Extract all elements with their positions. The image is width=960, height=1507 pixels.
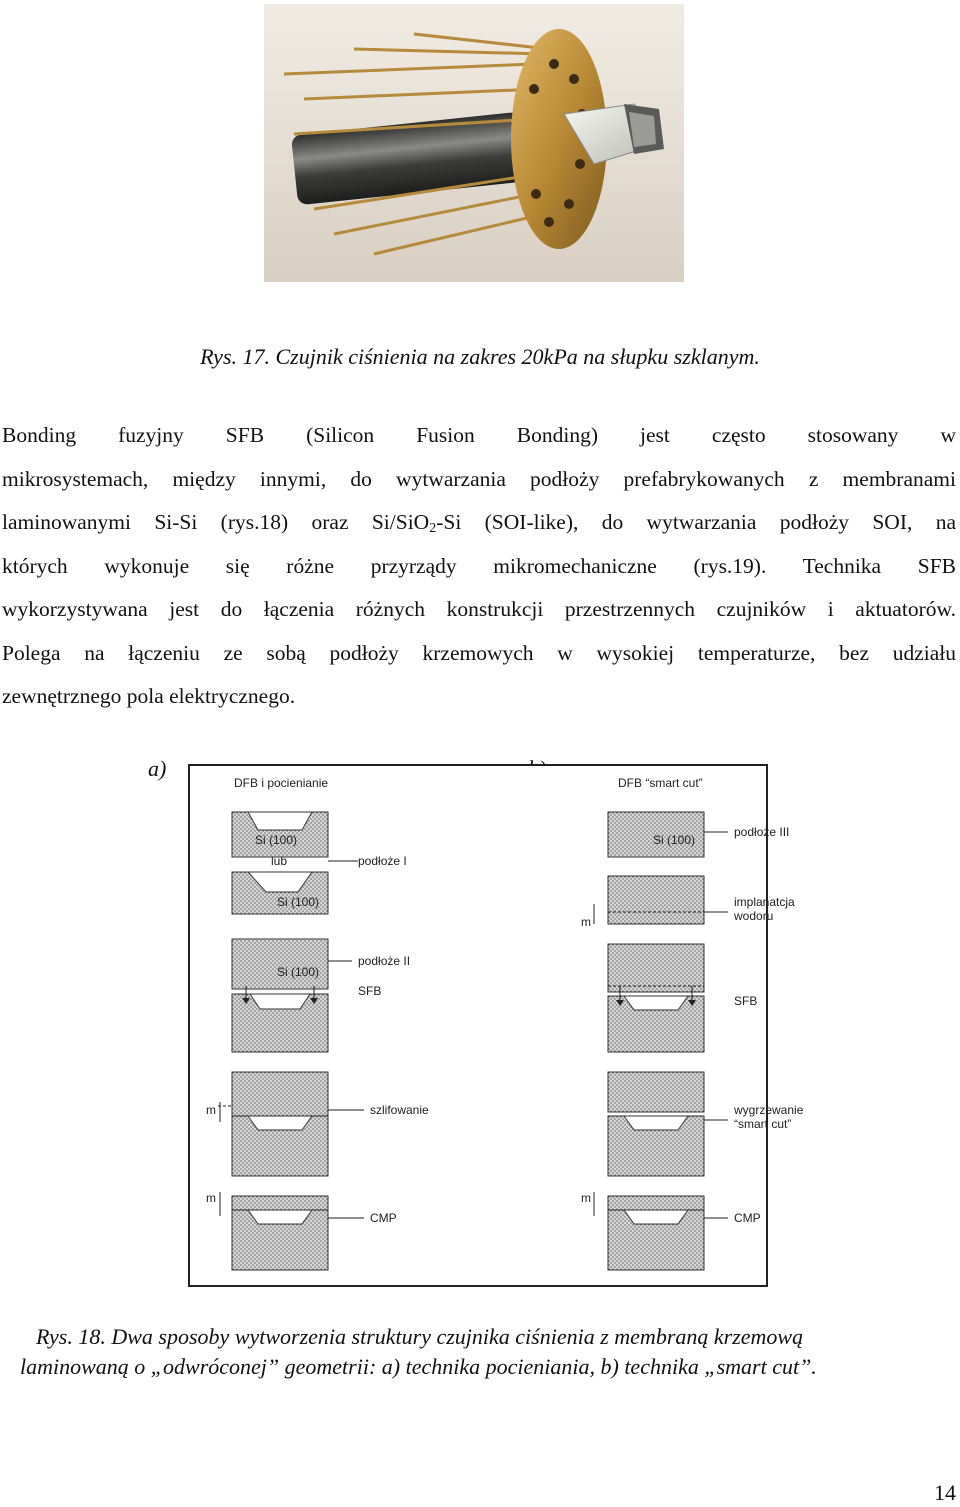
sensor-photo [264, 4, 684, 282]
figure18-caption-line-2: laminowaną o „odwróconej” geometrii: a) technika pocieniania, b) technika „smart cut”. [20, 1354, 817, 1379]
b-implantacja-2: wodoru [734, 909, 774, 923]
body-paragraph [2, 414, 956, 719]
b-implantacja-1: implanatcja [734, 895, 795, 909]
body-line-3 [2, 501, 956, 545]
panel-a-label: a) [148, 756, 167, 781]
figure18-caption-line-1: Rys. 18. Dwa sposoby wytworzenia struktury czujnika ciśnienia z membraną krzemową [36, 1324, 804, 1349]
subscript-2: 2 [429, 521, 437, 536]
body-line-6: Polega na łączeniu ze sobą podłoży krzemowych w wysokiej temperaturze, bez udziału [2, 640, 956, 665]
b-m2: m [581, 1191, 591, 1205]
page-number: 14 [934, 1480, 956, 1505]
b-wygrzewanie-1: wygrzewanie [734, 1103, 804, 1117]
a-podloze2: podłoże II [358, 954, 411, 968]
a-szlifowanie: szlifowanie [370, 1103, 429, 1117]
a-si100-top: Si (100) [254, 833, 298, 847]
panel-a-title: DFB i pocienianie [234, 776, 329, 790]
figure18-diagram [188, 764, 804, 1287]
b-cmp: CMP [734, 1211, 761, 1225]
a-lub: lub [270, 854, 288, 868]
a-m1: m [206, 1103, 216, 1117]
body-line-5: wykorzystywana jest do łączenia różnych konstrukcji przestrzennych czujników i aktuatorów. [2, 597, 956, 621]
body-line-1: Bonding fuzyjny SFB (Silicon Fusion Bonding) jest często stosowany w [2, 423, 956, 447]
b-podloze3: podłoże III [734, 825, 790, 839]
body-line-4: których wykonuje się różne przyrządy mikromechaniczne (rys.19). Technika SFB [2, 553, 956, 578]
panel-b [581, 776, 804, 1270]
a-podloze1: podłoże I [358, 854, 407, 868]
a-cmp: CMP [370, 1211, 397, 1225]
b-si100: Si (100) [652, 833, 696, 847]
b-m1: m [581, 915, 591, 929]
b-wygrzewanie-2: “smart cut” [734, 1117, 792, 1131]
a-si100-bond: Si (100) [276, 965, 320, 979]
b-sfb: SFB [734, 994, 758, 1008]
panel-b-title: DFB “smart cut” [618, 776, 703, 790]
a-sfb: SFB [358, 984, 382, 998]
body-line-7: zewnętrznego pola elektrycznego. [2, 684, 296, 708]
figure17-caption: Rys. 17. Czujnik ciśnienia na zakres 20kPa na słupku szklanym. [200, 344, 760, 369]
a-si100-mid: Si (100) [276, 895, 320, 909]
body-line-3-b: -Si (SOI-like), do wytwarzania podłoży SOI, na [436, 510, 956, 534]
a-m2: m [206, 1191, 216, 1205]
body-line-2: mikrosystemach, między innymi, do wytwarzania podłoży prefabrykowanych z membranami [2, 466, 956, 491]
figure18-caption [0, 1322, 960, 1382]
body-line-3-a: laminowanymi Si-Si (rys.18) oraz Si/SiO [2, 510, 430, 534]
